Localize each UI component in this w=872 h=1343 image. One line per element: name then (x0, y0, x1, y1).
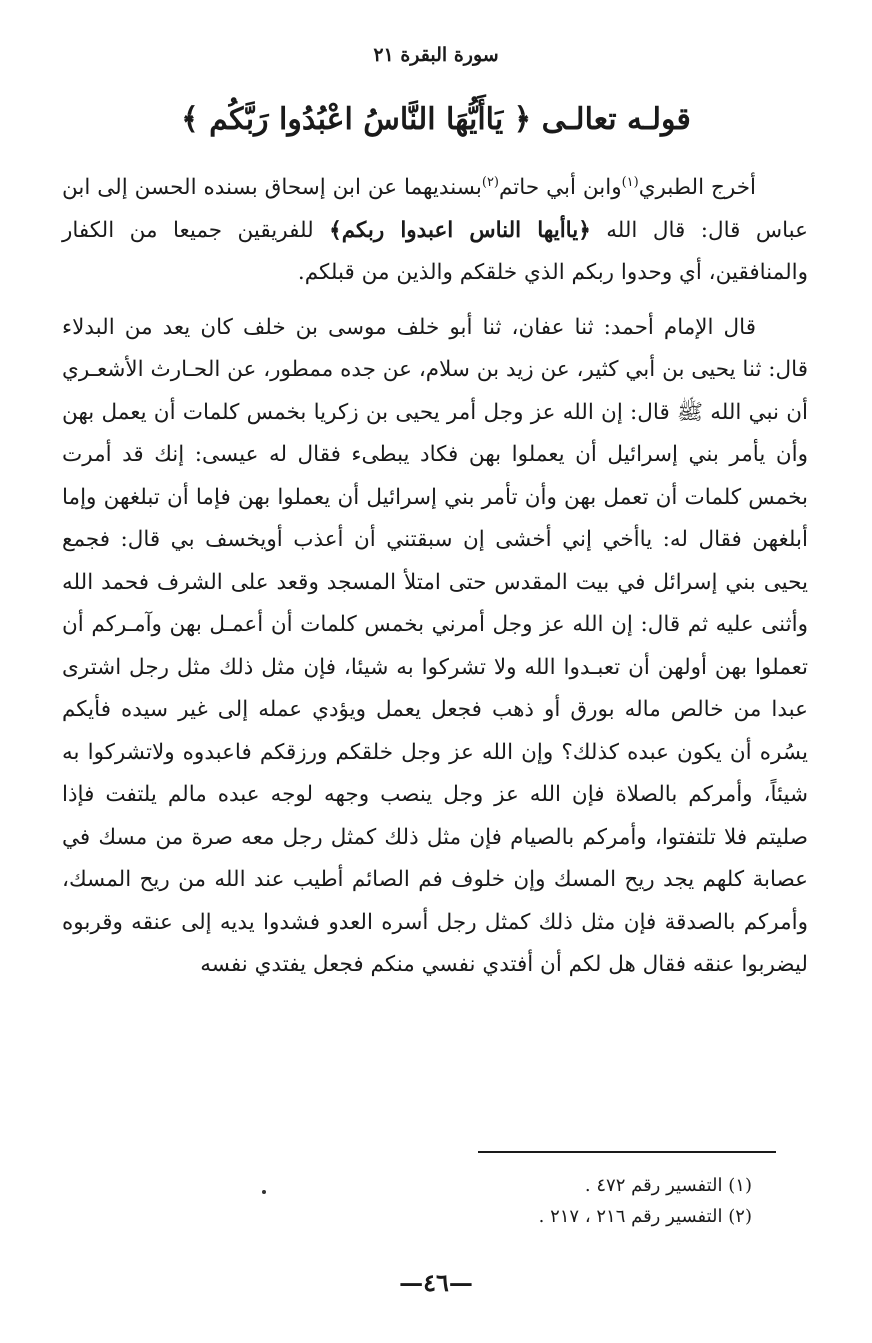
quranic-quote: ﴿ياأيها الناس اعبدوا ربكم﴾ (329, 217, 591, 243)
print-speck (262, 1190, 266, 1194)
footnote-divider (478, 1151, 776, 1153)
paragraph-text: للفريقين جميعا من الكفار والمنافقين، أي وحدوا ربكم الذي خلقكم والذين من قبلكم. (62, 217, 808, 286)
footnote-1: (١) التفسير رقم ٤٧٢ . (584, 1175, 752, 1196)
running-header: سورة البقرة ٢١ (373, 44, 499, 66)
section-heading: قولـه تعالـى ﴿ يَاأَيُّهَا النَّاسُ اعْبُدُوا رَبَّكُم ﴾ (181, 102, 691, 137)
paragraph-text: بسنديهما عن ابن إسحاق بسنده الحسن إلى ابن عباس قال: قال الله (62, 175, 808, 243)
paragraph-tafsir-tabari (62, 162, 808, 295)
page-number: —٤٦— (399, 1268, 473, 1297)
body-text (62, 162, 808, 987)
footnote-2: (٢) التفسير رقم ٢١٦ ، ٢١٧ . (538, 1206, 752, 1227)
footnote-ref: (٢) (481, 175, 499, 190)
paragraph-hadith-ahmad: قال الإمام أحمد: ثنا عفان، ثنا أبو خلف موسى بن خلف كان يعد من البدلاء قال: ثنا يحيى بن أبي كثير، عن زيد بن سلام، عن جده ممطور، عن الحـارث الأشعـري أن نبي الله ﷺ قال: إن الله عز وجل أمر يحيى بن زكريا بخمس كلمات أن يعمل بهن وأن يأمر بني إسرائيل أن يعملوا بهن فكاد يبطىء فقال له عيسى: إنك قد أمرت بخمس كلمات أن تعمل بهن وأن تأمر بني إسرائيل أن يعملوا بهن فإما أن تبلغهن وإما أبلغهن فقال له: ياأخي إني أخشى إن سبقتني أن أعذب أويخسف بي قال: فجمع يحيى بني إسرائل في بيت المقدس حتى امتلأ المسجد وقعد على الشرف فحمد الله وأثنى عليه ثم قال: إن الله عز وجل أمرني بخمس كلمات أن أعمـل بهن وآمـركم أن تعملوا بهن أولهن أن تعبـدوا الله ولا تشركوا به شيئا، فإن مثل ذلك مثل رجل اشترى عبدا من خالص ماله بورق أو ذهب فجعل يعمل ويؤدي عمله إلى غير سيده فأيكم يسُره أن يكون عبده كذلك؟ وإن الله عز وجل خلقكم ورزقكم فاعبدوه ولاتشركوا به شيئاً، وأمركم بالصلاة فإن الله عز وجل ينصب وجهه لوجه عبده مالم يلتفت فإذا صليتم فلا تلتفتوا، وأمركم بالصيام فإن مثل ذلك كمثل رجل معه صرة من مسك في عصابة كلهم يجد ريح المسك وإن خلوف فم الصائم أطيب عند الله من ريح المسك، وأمركم بالصدقة فإن مثل ذلك كمثل رجل أسره العدو فشدوا يديه إلى عنقه وقربوه ليضربوا عنقه فقال هل لكم أن أفتدي نفسي منكم فجعل يفتدي نفسه (62, 314, 808, 978)
footnote-ref: (١) (621, 175, 639, 190)
footnotes (300, 1170, 752, 1232)
paragraph-text: أخرج الطبري (638, 175, 756, 201)
paragraph-text: وابن أبي حاتم (499, 175, 622, 201)
